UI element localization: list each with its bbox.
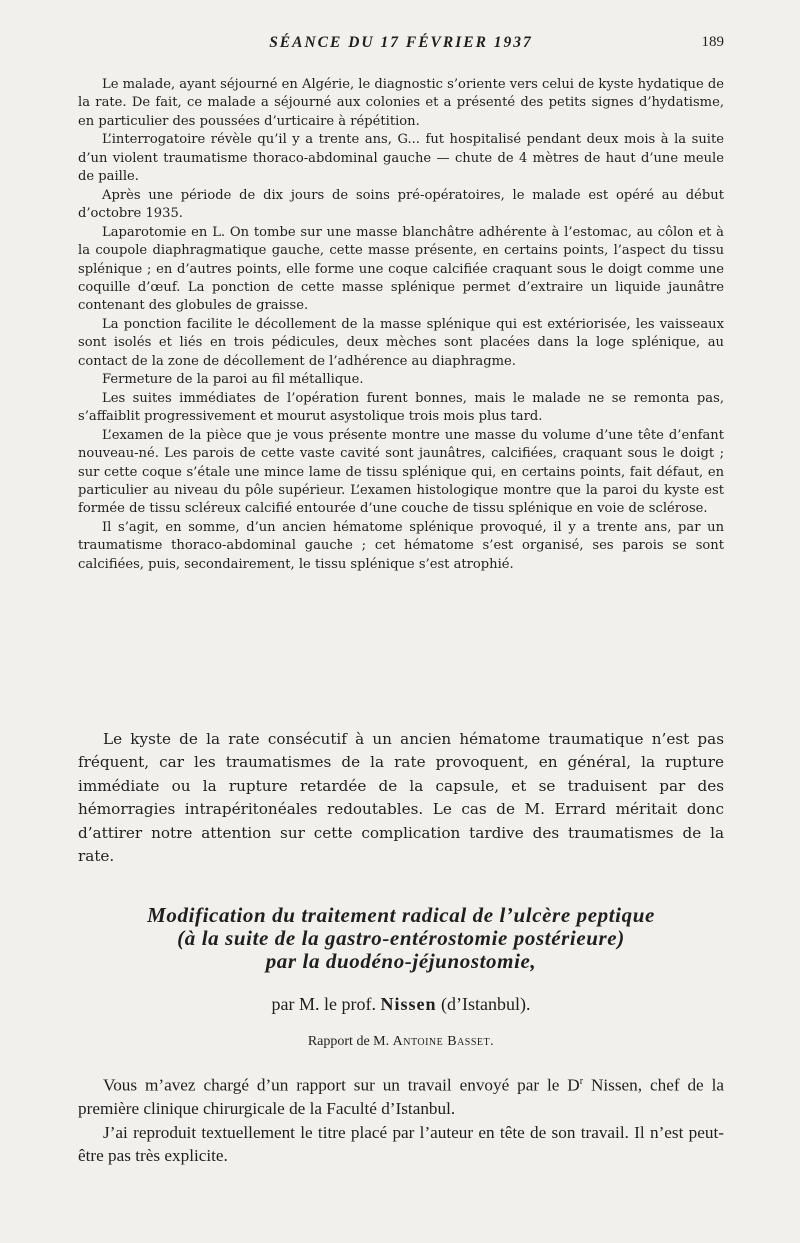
paragraph: Les suites immédiates de l’opération furent bonnes, mais le malade ne se remonta pas, s’affaiblit progressivement et mourut asystolique trois mois plus tard. [78,390,724,425]
paragraph: J’ai reproduit textuellement le titre placé par l’auteur en tête de son travail. Il n’est peut-être pas très explicite. [78,1122,724,1166]
paragraph: Il s’agit, en somme, d’un ancien hématome splénique provoqué, il y a trente ans, par un traumatisme thoraco-abdominal gauche ; cet hématome s’est organisé, ses parois se sont calcifiées, puis, secondairement, le tissu splénique s’est atrophié. [78,519,724,572]
text-run: Nissen, chef de la première clinique chirurgicale de la Faculté d’Istanbul. [78,1075,724,1119]
superscript: r [579,1076,584,1087]
report-line [78,1033,724,1051]
paragraph: L’examen de la pièce que je vous présente montre une masse du volume d’une tête d’enfant nouveau-né. Les parois de cette vaste cavité sont jaunâtres, calcifiées, craquant sous le doigt ; sur cette coque s’étale une mince lame de tissu splénique qui, en certains points, fait défaut, en particulier au niveau du pôle supérieur. L’examen histologique montre que la paroi du kyste est formée de tissu scléreux calcifié entourée d’une couche de tissu splénique en voie de sclérose. [78,427,724,517]
byline-prefix: par M. le prof. [271,994,376,1014]
author-name: Nissen [380,994,437,1014]
article-title [78,904,724,973]
commentary-body [78,728,724,868]
paragraph: L’interrogatoire révèle qu’il y a trente ans, G... fut hospitalisé pendant deux mois à la suite d’un violent traumatisme thoraco-abdominal gauche — chute de 4 mètres de haut d’une meule de paille. [78,132,724,185]
case-report-body [78,76,724,574]
report-body [78,1070,724,1168]
paragraph: Laparotomie en L. On tombe sur une masse blanchâtre adhérente à l’estomac, au côlon et à la coupole diaphragmatique gauche, cette masse présente, en certains points, l’aspect du tissu splénique ; en d’autres points, elle forme une coque calcifiée craquant sous le doigt comme une coquille d’œuf. La ponction de cette masse splénique permet d’extraire un liquide jaunâtre contenant des globules de graisse. [78,224,724,314]
title-line: (à la suite de la gastro-entérostomie postérieure) [177,926,625,950]
paragraph [78,1070,724,1121]
paragraph: La ponction facilite le décollement de la masse splénique qui est extériorisée, les vaisseaux sont isolés et liés en trois pédicules, deux mèches sont placées dans la loge splénique, au contact de la zone de décollement de l’adhérence au diaphragme. [78,316,724,369]
running-title: SÉANCE DU 17 FÉVRIER 1937 [269,34,533,51]
byline [78,992,724,1016]
paragraph: Fermeture de la paroi au fil métallique. [102,372,364,388]
paragraph: Après une période de dix jours de soins pré-opératoires, le malade est opéré au début d’octobre 1935. [78,187,724,222]
page-number: 189 [701,34,724,50]
paragraph: Le malade, ayant séjourné en Algérie, le diagnostic s’oriente vers celui de kyste hydatique de la rate. De fait, ce malade a séjourné aux colonies et a présenté des petits signes d’hydatisme, en particulier des poussées d’urticaire à répétition. [78,77,724,129]
rapporteur-name: Antoine Basset. [392,1034,495,1049]
title-line: Modification du traitement radical de l’ulcère peptique [147,903,655,927]
paragraph: Le kyste de la rate consécutif à un ancien hématome traumatique n’est pas fréquent, car les traumatismes de la rate provoquent, en général, la rupture immédiate ou la rupture retardée de la capsule, et se traduisent par des hémorragies intrapéritonéales redoutables. Le cas de M. Errard méritait donc d’attirer notre attention sur cette complication tardive des traumatismes de la rate. [78,730,724,866]
author-affiliation: (d’Istanbul). [441,994,531,1014]
report-prefix: Rapport de M. [307,1034,390,1049]
title-line: par la duodéno-jéjunostomie, [265,949,537,973]
text-run: Vous m’avez chargé d’un rapport sur un travail envoyé par le D [103,1075,580,1095]
page-header [78,34,724,58]
